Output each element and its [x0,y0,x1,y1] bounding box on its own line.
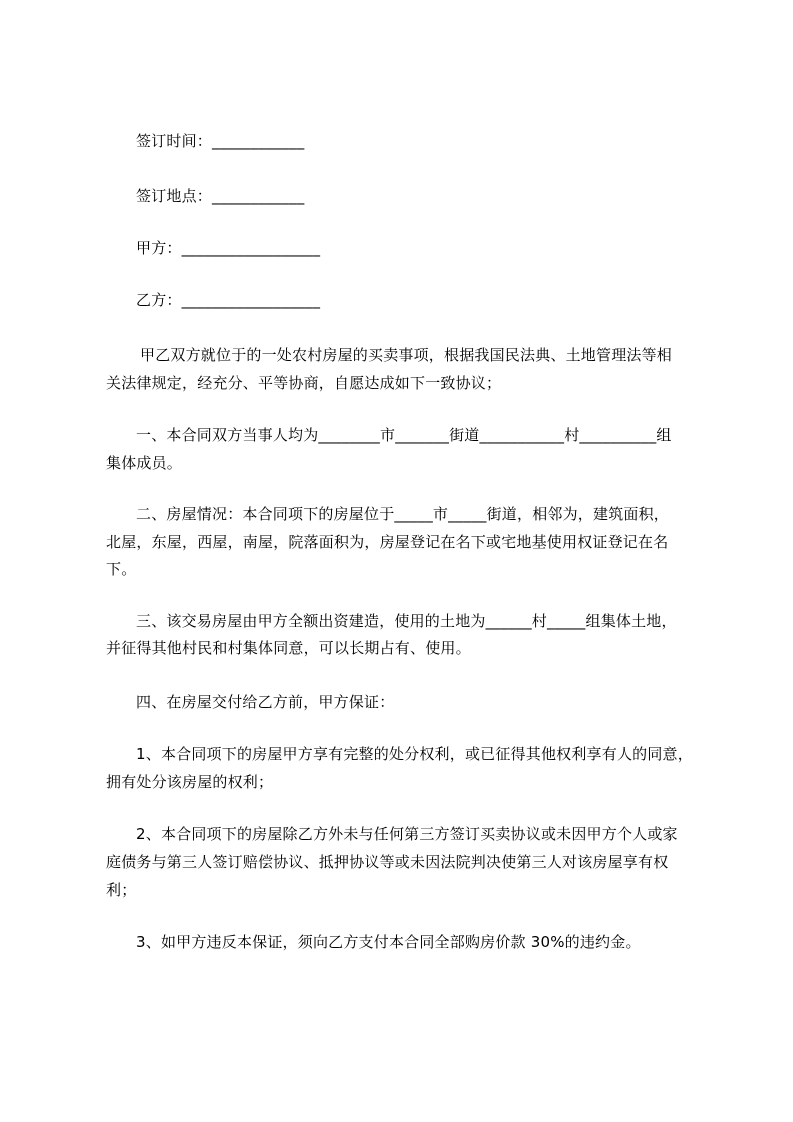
clause-2-line: 二、房屋情况：本合同项下的房屋位于_____市_____街道，相邻为，建筑面积， [136,505,670,523]
guarantee-item-2-line: 庭债务与第三人签订赔偿协议、抵押协议等或未因法院判决使第三人对该房屋享有权 [106,853,669,871]
clause-2-line: 下。 [106,560,137,578]
clause-4-heading: 四、在房屋交付给乙方前，甲方保证： [136,693,395,711]
party-a-line: 甲方：__________________ [136,239,321,257]
preamble-line: 甲乙双方就位于的一处农村房屋的买卖事项，根据我国民法典、土地管理法等相 [140,346,673,364]
clause-3-line: 并征得其他村民和村集体同意，可以长期占有、使用。 [106,639,471,657]
guarantee-item-2-line: 利； [106,881,137,899]
clause-2-line: 北屋，东屋，西屋，南屋，院落面积为，房屋登记在名下或宅地基使用权证登记在名 [106,533,669,551]
preamble-line: 关法律规定，经充分、平等协商，自愿达成如下一致协议； [106,374,502,392]
party-b-line: 乙方：__________________ [136,291,321,309]
guarantee-item-1-line: 拥有处分该房屋的权利； [106,773,274,791]
guarantee-item-3: 3、如甲方违反本保证，须向乙方支付本合同全部购房价款 30%的违约金。 [136,933,641,951]
guarantee-item-1-line: 1、本合同项下的房屋甲方享有完整的处分权利，或已征得其他权利享有人的同意， [136,745,693,763]
signing-place-line: 签订地点：____________ [136,187,305,205]
signing-time-line: 签订时间：____________ [136,132,305,150]
clause-3-line: 三、该交易房屋由甲方全额出资建造，使用的土地为______村_____组集体土地， [136,612,677,630]
clause-1-line: 集体成员。 [106,454,183,472]
clause-1-line: 一、本合同双方当事人均为________市_______街道___________村__________组 [136,426,672,444]
guarantee-item-2-line: 2、本合同项下的房屋除乙方外未与任何第三方签订买卖协议或未因甲方个人或家 [136,825,678,843]
